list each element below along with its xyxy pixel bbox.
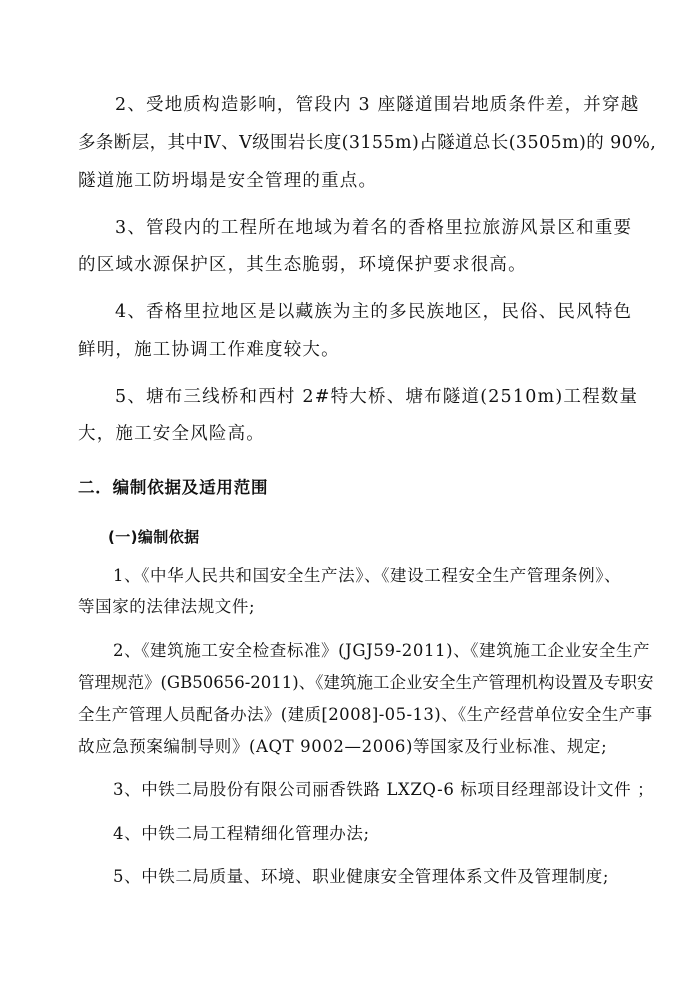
text-line: 5、塘布三线桥和西村 2#特大桥、塘布隧道(2510m)工程数量 (115, 387, 639, 407)
text-line: 管理规范》(GB50656-2011)、《建筑施工企业安全生产管理机构设置及专职安 (78, 673, 654, 692)
text-line: 多条断层，其中Ⅳ、Ⅴ级围岩长度(3155m)占隧道总长(3505m)的 90%, (78, 133, 657, 153)
text-line: 隧道施工防坍塌是安全管理的重点。 (78, 171, 378, 191)
text-line: 2、《建筑施工安全检查标准》(JGJ59-2011)、《建筑施工企业安全生产 (113, 641, 651, 660)
text-line: 2、受地质构造影响，管段内 3 座隧道围岩地质条件差，并穿越 (115, 95, 640, 115)
basis-item-5: 5、中铁二局质量、环境、职业健康安全管理体系文件及管理制度; (113, 867, 610, 886)
text-line: 3、管段内的工程所在地域为着名的香格里拉旅游风景区和重要 (115, 218, 633, 238)
text-line: 故应急预案编制导则》(AQT 9002—2006)等国家及行业标准、规定; (78, 737, 608, 756)
text-line: 的区域水源保护区，其生态脆弱，环境保护要求很高。 (78, 255, 527, 275)
text-line: 4、香格里拉地区是以藏族为主的多民族地区，民俗、民风特色 (115, 302, 633, 322)
text-line: 等国家的法律法规文件; (78, 597, 256, 616)
sub-heading: (一)编制依据 (108, 528, 200, 546)
text-line: 鲜明，施工协调工作难度较大。 (78, 340, 340, 360)
section-heading: 二．编制依据及适用范围 (78, 478, 269, 497)
basis-item-3: 3、中铁二局股份有限公司丽香铁路 LXZQ-6 标项目经理部设计文件 ； (113, 780, 655, 799)
text-line: 大，施工安全风险高。 (78, 424, 265, 444)
basis-item-4: 4、中铁二局工程精细化管理办法; (113, 824, 370, 843)
text-line: 1、《中华人民共和国安全生产法》、《建设工程安全生产管理条例》、 (113, 566, 622, 585)
text-line: 全生产管理人员配备办法》(建质[2008]-05-13)、《生产经营单位安全生产事 (78, 705, 653, 724)
